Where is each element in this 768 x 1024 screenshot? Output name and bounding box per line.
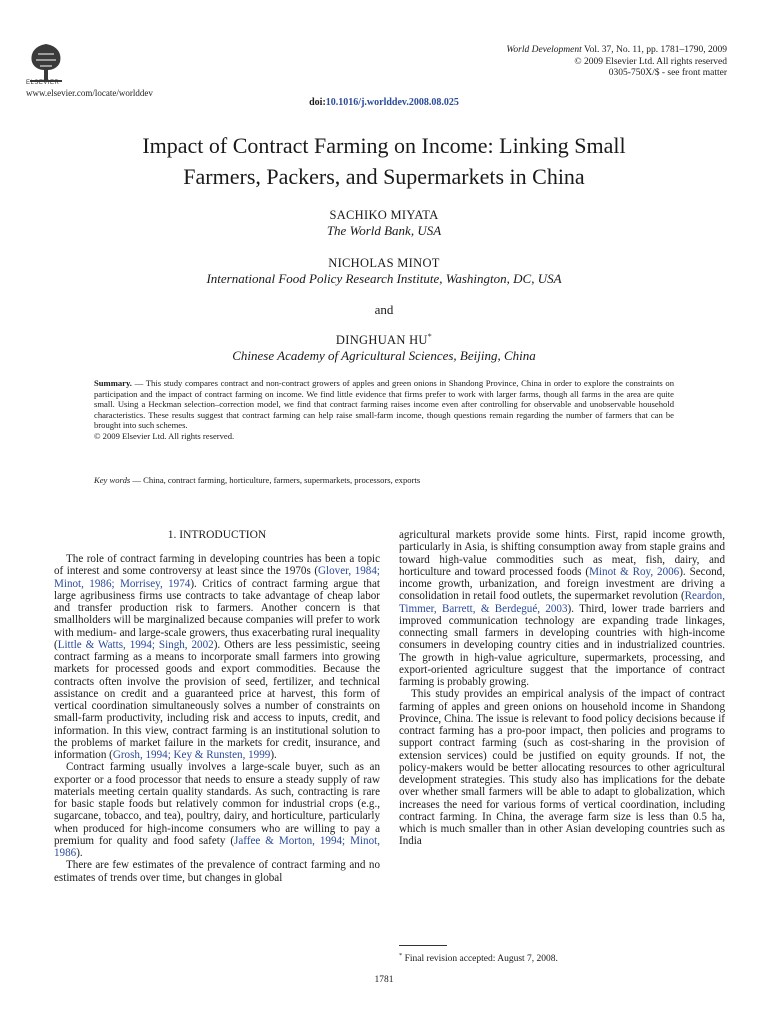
journal-url[interactable]: www.elsevier.com/locate/worlddev bbox=[26, 88, 153, 98]
journal-copyright: © 2009 Elsevier Ltd. All rights reserved bbox=[574, 56, 727, 67]
author-footnote-marker[interactable]: * bbox=[427, 332, 433, 341]
author-name: SACHIKO MIYATA bbox=[329, 208, 439, 222]
paragraph: This study provides an empirical analysis of the impact of contract farming of apples and green onions on household income in Shandong Province, China. The issue is relevant to food policy decisions because if contract farming has a pro-poor impact, then policies and programs to support contract farming (such as cost-sharing in the provision of extension services) could be justified on equity grounds. If not, the policy-makers would be better allocating resources to other agricultural development strategies. This study also has implications for the debate over whether small farmers will be able to adapt to globalization, which increases the need for various forms of vertical coordination, including contract farming. In China, the average farm size is less than 0.5 ha, which is much smaller than in other Asian developing countries such as India bbox=[399, 688, 725, 848]
author-affiliation: International Food Policy Research Institute, Washington, DC, USA bbox=[206, 271, 562, 286]
author-3 bbox=[0, 332, 768, 364]
doi-link[interactable]: 10.1016/j.worlddev.2008.08.025 bbox=[325, 97, 459, 108]
title-line-2: Farmers, Packers, and Supermarkets in China bbox=[183, 164, 585, 189]
journal-issn: 0305-750X/$ - see front matter bbox=[608, 68, 727, 78]
abstract bbox=[94, 378, 674, 442]
citation-link[interactable]: Grosh, 1994; Key & Runsten, 1999 bbox=[112, 749, 271, 761]
keywords bbox=[94, 475, 674, 485]
journal-info bbox=[506, 45, 727, 80]
section-heading: 1. INTRODUCTION bbox=[167, 529, 267, 541]
paragraph: agricultural markets provide some hints. First, rapid income growth, particularly in Asia, is shifting consumption away from staple grains and toward high-value commodities such as meat, fish, dairy, and horticulture and toward processed foods (Minot & Roy, 2006). Second, income growth, urbanization, and foreign investment are driving a consolidation in retail food outlets, the supermarket revolution (Reardon, Timmer, Barrett, & Berdegué, 2003). Third, lower trade barriers and improved communication technology are expanding trade linkages, connecting small farmers in developing countries with high-income consumers in developing country cities and in industrialized countries. The growth in high-value agriculture, supermarkets, processing, and export-oriented agriculture suggest that the importance of contract farming is probably growing. bbox=[399, 529, 725, 688]
paragraph: There are few estimates of the prevalence of contract farming and no estimates of trends over time, but changes in global bbox=[54, 859, 380, 884]
citation-link[interactable]: Jaffee & Morton, 1994; Minot, 1986 bbox=[54, 834, 380, 859]
journal-ref: Vol. 37, No. 11, pp. 1781–1790, 2009 bbox=[581, 45, 727, 55]
doi-label: doi: bbox=[309, 97, 326, 108]
author-1 bbox=[0, 208, 768, 239]
citation-link[interactable]: Little & Watts, 1994; Singh, 2002 bbox=[57, 638, 214, 651]
footnote-divider bbox=[399, 945, 447, 946]
footnote-marker: * bbox=[399, 952, 403, 959]
author-affiliation: Chinese Academy of Agricultural Sciences, Beijing, China bbox=[232, 348, 536, 364]
footnote bbox=[399, 952, 558, 964]
summary-copyright: © 2009 Elsevier Ltd. All rights reserved. bbox=[94, 430, 235, 441]
and-separator: and bbox=[374, 302, 394, 317]
title-line-1: Impact of Contract Farming on Income: Linking Small bbox=[142, 133, 626, 158]
summary-text: — This study compares contract and non-contract growers of apples and green onions in Shandong Province, China in order to explore the constraints on participation and the impact of contract farming on income. We find little evidence that firms prefer to work with larger farms, though all farms in the area are quite small. Using a Heckman selection–correction model, we find that contract farming raises income even after controlling for observable and unobservable household characteristics. These results suggest that contract farming can help raise small-farm income, though questions remain regarding the number of farmers that can be brought into such schemes. bbox=[94, 378, 674, 431]
summary-label: Summary. bbox=[94, 378, 132, 388]
paper-title bbox=[60, 130, 708, 192]
keywords-text: — China, contract farming, horticulture, farmers, supermarkets, processors, exports bbox=[130, 475, 421, 485]
left-column bbox=[54, 553, 380, 884]
publisher-name: ELSEVIER bbox=[26, 80, 60, 86]
doi-line bbox=[0, 97, 768, 108]
author-name: DINGHUAN HU* bbox=[335, 332, 433, 348]
author-2 bbox=[0, 256, 768, 287]
paragraph: The role of contract farming in developing countries has been a topic of interest and some controversy at least since the 1970s (Glover, 1984; Minot, 1986; Morrisey, 1974). Critics of contract farming argue that large agribusiness firms use contracts to take advantage of cheap labor and transfer production risk to farmers. Another concern is that smallholders will be marginalized because companies will prefer to work with medium- and large-scale growers, thus exacerbating rural inequality (Little & Watts, 1994; Singh, 2002). Others are less pessimistic, seeing contract farming as a means to incorporate small farmers into growing markets for processed goods and export commodities. Because the contracts often involve the provision of seed, fertilizer, and technical assistance on credit and a guaranteed price at harvest, this form of vertical coordination simultaneously solves a number of constraints on small-farm productivity, including risk and access to inputs, credit, and information. In this view, contract farming is an institutional solution to the problems of market failure in the markets for credit, insurance, and information (Grosh, 1994; Key & Runsten, 1999). bbox=[54, 553, 380, 761]
right-column bbox=[399, 529, 725, 848]
page-number: 1781 bbox=[374, 975, 394, 985]
citation-link[interactable]: Glover, 1984; Minot, 1986; Morrisey, 1974 bbox=[54, 565, 380, 590]
author-affiliation: The World Bank, USA bbox=[326, 223, 442, 238]
footnote-text: Final revision accepted: August 7, 2008. bbox=[404, 954, 558, 965]
journal-name: World Development bbox=[506, 45, 582, 55]
citation-link[interactable]: Minot & Roy, 2006 bbox=[589, 565, 680, 578]
author-name: NICHOLAS MINOT bbox=[328, 256, 440, 270]
paragraph: Contract farming usually involves a large-scale buyer, such as an exporter or a food processor that needs to ensure a steady supply of raw materials meeting certain quality standards. As such, contracting is rare for basic staple foods but relatively common for industrial crops (e.g., sugarcane, tobacco, and tea), poultry, dairy, and horticulture, particularly when produced for high-income consumers who are willing to pay a premium for quality and food safety (Jaffee & Morton, 1994; Minot, 1986). bbox=[54, 761, 380, 859]
keywords-label: Key words bbox=[94, 475, 131, 485]
citation-link[interactable]: Reardon, Timmer, Barrett, & Berdegué, 2003 bbox=[399, 590, 725, 615]
